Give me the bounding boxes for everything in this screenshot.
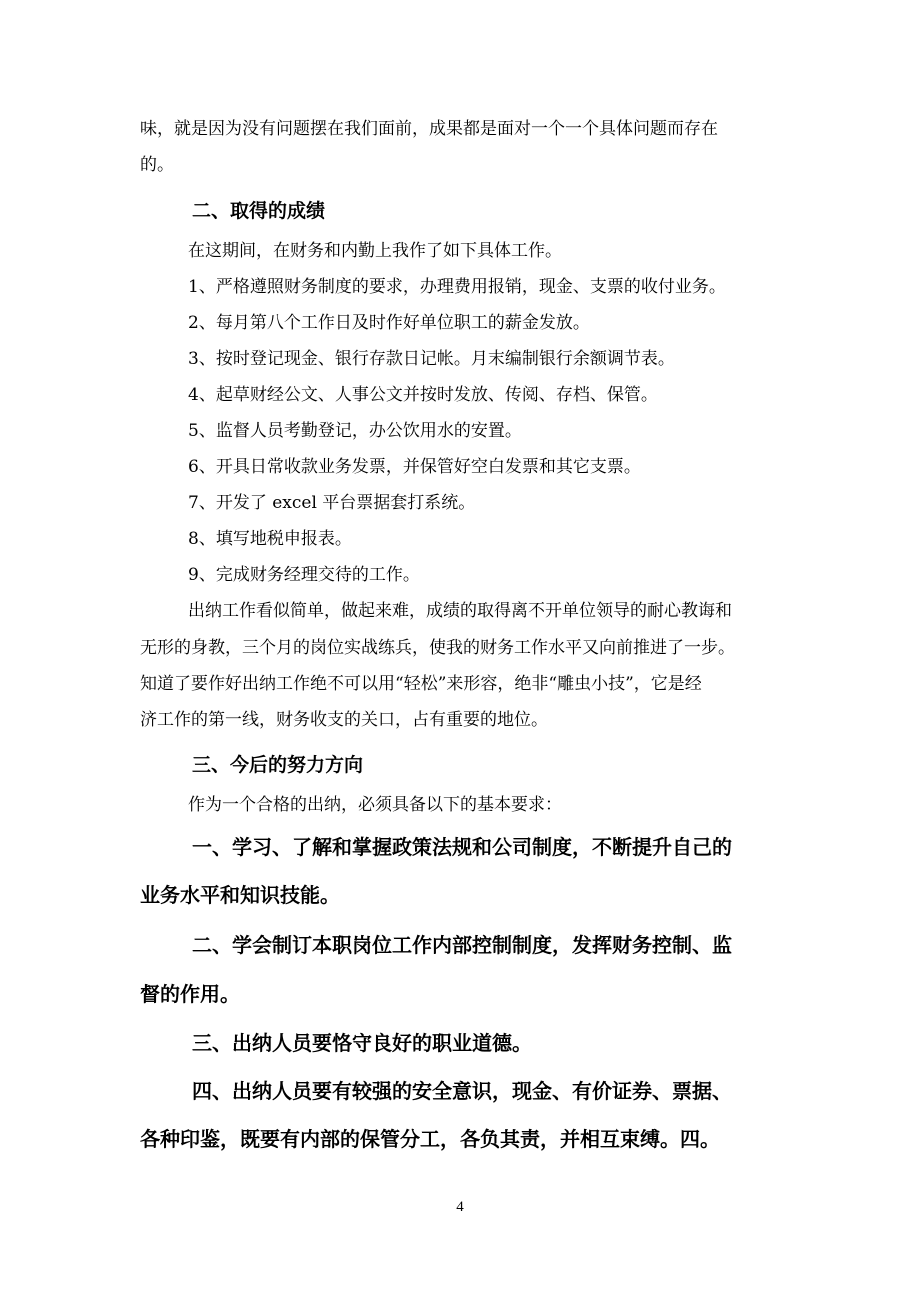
- paragraph-line: 味，就是因为没有问题摆在我们面前，成果都是面对一个一个具体问题而存在: [140, 119, 718, 139]
- list-item: 1、严格遵照财务制度的要求，办理费用报销，现金、支票的收付业务。: [188, 277, 726, 297]
- requirement-line: 督的作用。: [140, 982, 240, 1006]
- paragraph-line: 济工作的第一线，财务收支的关口，占有重要的地位。: [140, 710, 548, 730]
- section-heading: 三、今后的努力方向: [192, 754, 364, 776]
- requirement-line: 三、出纳人员要恪守良好的职业道德。: [192, 1031, 532, 1055]
- list-item: 3、按时登记现金、银行存款日记帐。月末编制银行余额调节表。: [188, 349, 675, 369]
- list-item: 9、完成财务经理交待的工作。: [188, 565, 420, 585]
- requirement-line: 业务水平和知识技能。: [140, 883, 340, 907]
- requirement-line: 各种印鉴，既要有内部的保管分工，各负其责，并相互束缚。四。: [140, 1127, 720, 1151]
- paragraph-line: 出纳工作看似简单，做起来难，成绩的取得离不开单位领导的耐心教诲和: [188, 601, 732, 621]
- list-item: 5、监督人员考勤登记，办公饮用水的安置。: [188, 421, 522, 441]
- paragraph-line: 作为一个合格的出纳，必须具备以下的基本要求：: [188, 795, 562, 815]
- list-item: 6、开具日常收款业务发票，并保管好空白发票和其它支票。: [188, 457, 641, 477]
- paragraph-line: 的。: [140, 155, 174, 175]
- paragraph-line: 无形的身教，三个月的岗位实战练兵，使我的财务工作水平又向前推进了一步。: [140, 638, 735, 658]
- requirement-line: 四、出纳人员要有较强的安全意识，现金、有价证券、票据、: [192, 1079, 732, 1103]
- requirement-line: 一、学习、了解和掌握政策法规和公司制度，不断提升自己的: [192, 835, 732, 859]
- paragraph-line: 在这期间，在财务和内勤上我作了如下具体工作。: [188, 241, 562, 261]
- list-item: 4、起草财经公文、人事公文并按时发放、传阅、存档、保管。: [188, 385, 658, 405]
- section-heading: 二、取得的成绩: [192, 200, 326, 222]
- list-item: 2、每月第八个工作日及时作好单位职工的薪金发放。: [188, 313, 590, 333]
- paragraph-line: 知道了要作好出纳工作绝不可以用“轻松”来形容，绝非“雕虫小技”，它是经: [140, 674, 702, 694]
- list-item: 7、开发了 excel 平台票据套打系统。: [188, 493, 476, 513]
- page-number: 4: [456, 1199, 464, 1215]
- list-item: 8、填写地税申报表。: [188, 529, 352, 549]
- requirement-line: 二、学会制订本职岗位工作内部控制制度，发挥财务控制、监: [192, 933, 732, 957]
